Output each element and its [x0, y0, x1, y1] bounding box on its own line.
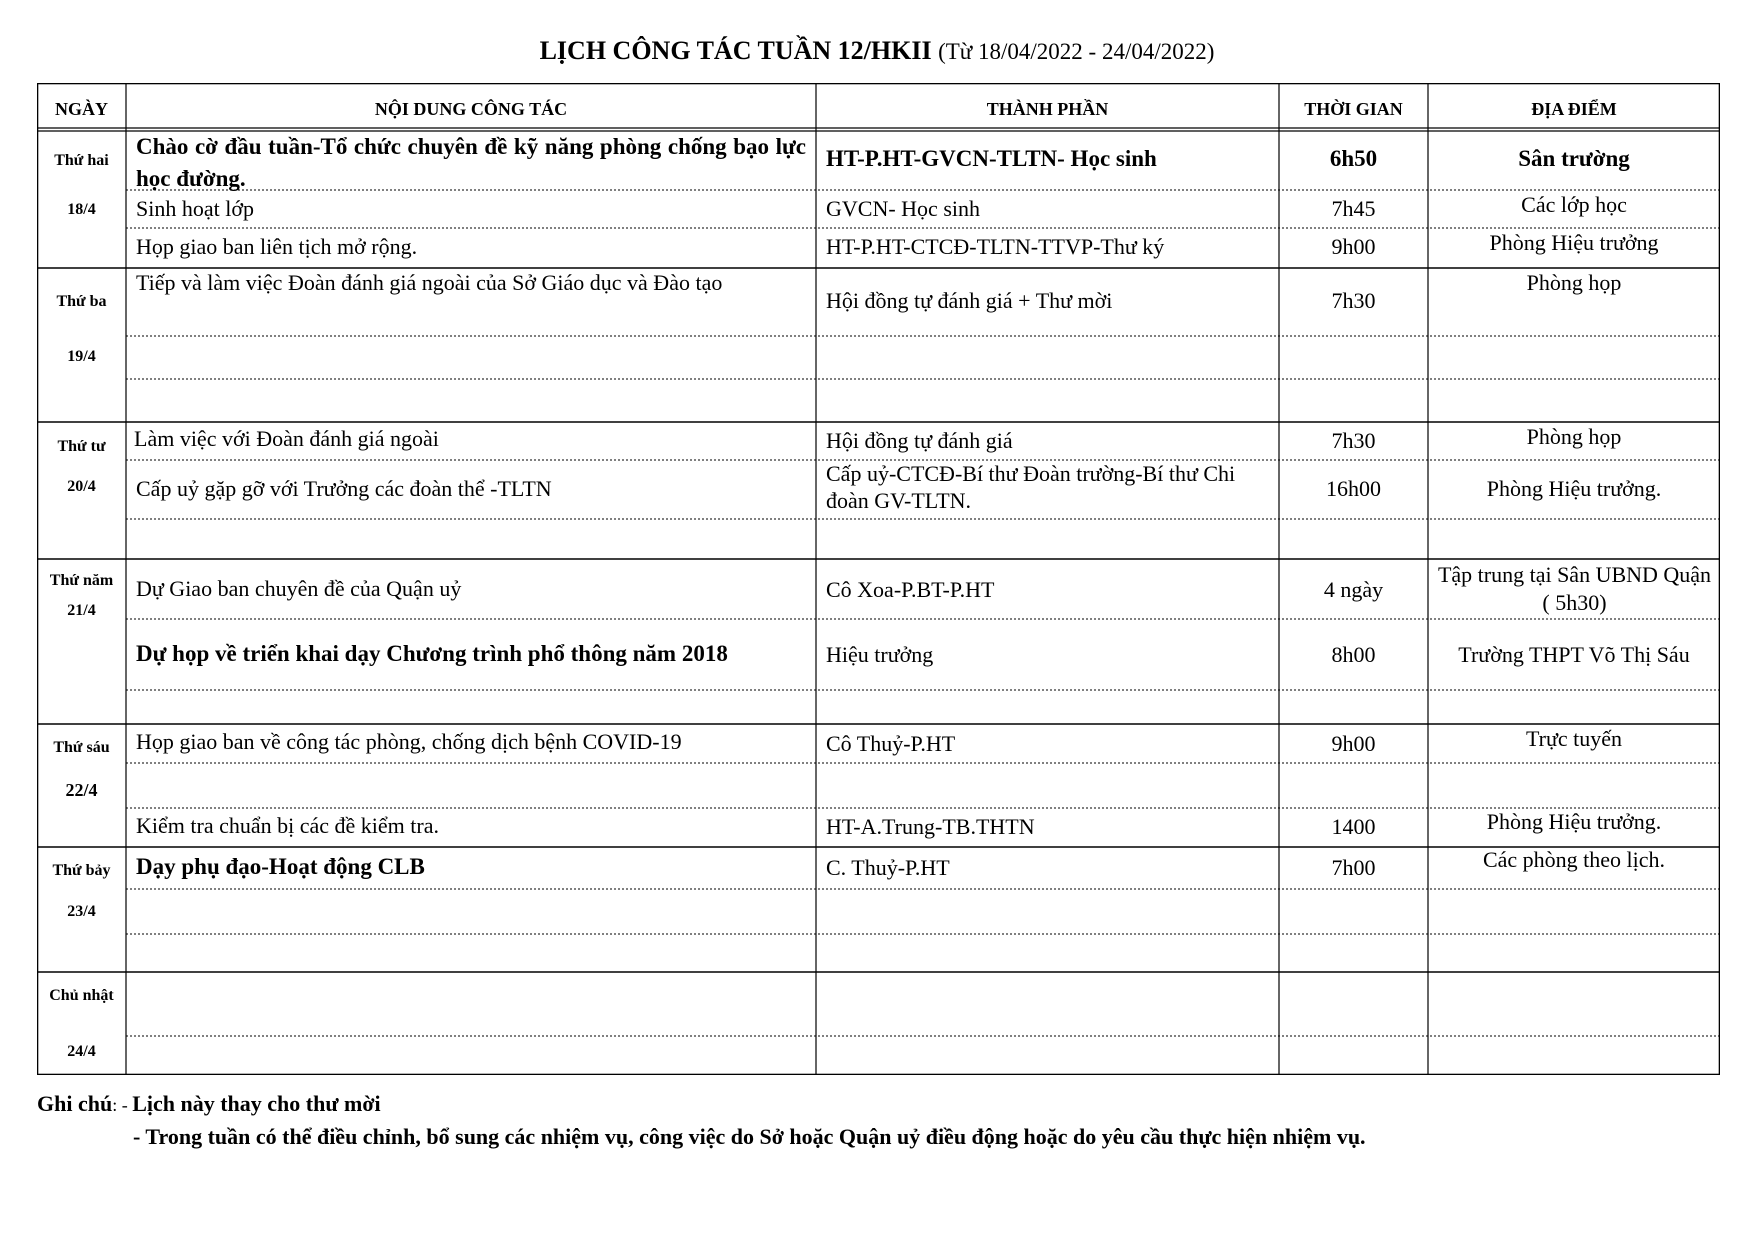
row-time: 7h00: [1331, 855, 1376, 880]
day-name: Thứ hai: [54, 152, 109, 169]
day-name: Thứ tư: [57, 438, 106, 455]
row-members: Hiệu trưởng: [826, 642, 934, 667]
header-time: THỜI GIAN: [1304, 99, 1403, 119]
day-date: 21/4: [67, 602, 96, 619]
day-name: Thứ năm: [49, 572, 114, 589]
row-members: HT-P.HT-CTCĐ-TLTN-TTVP-Thư ký: [826, 234, 1165, 259]
notes-section: [37, 1088, 1366, 1153]
row-place: Tập trung tại Sân UBND Quận ( 5h30): [1437, 562, 1712, 615]
row-time: 9h00: [1331, 731, 1376, 756]
row-place: Trường THPT Võ Thị Sáu: [1458, 642, 1690, 667]
row-members: HT-A.Trung-TB.THTN: [826, 814, 1035, 839]
day-date: 24/4: [67, 1043, 96, 1060]
row-time: 6h50: [1329, 146, 1378, 171]
row-place: Phòng Hiệu trưởng.: [1486, 476, 1662, 501]
notes-line-2: - Trong tuần có thể điều chỉnh, bổ sung các nhiệm vụ, công việc do Sở hoặc Quận uỷ điều động hoặc do yêu cầu thực hiện nhiệm vụ.: [133, 1124, 1366, 1149]
day-name: Thứ ba: [56, 293, 107, 310]
row-time: 7h30: [1331, 288, 1376, 313]
row-time: 8h00: [1331, 642, 1376, 667]
row-time: 7h30: [1331, 428, 1376, 453]
row-members: Hội đồng tự đánh giá: [826, 428, 1013, 453]
page-title: [0, 36, 1754, 66]
row-place: Các lớp học: [1521, 192, 1627, 217]
row-place: Phòng Hiệu trưởng.: [1486, 809, 1662, 834]
row-content: Cấp uỷ gặp gỡ với Trưởng các đoàn thể -TLTN: [136, 476, 552, 501]
notes-label: Ghi chú: [37, 1091, 113, 1116]
day-date: 18/4: [67, 201, 96, 218]
schedule-table: [37, 83, 1720, 1075]
row-content: Dạy phụ đạo-Hoạt động CLB: [136, 854, 425, 879]
notes-line-1: [37, 1088, 1366, 1121]
row-content: Dự họp về triển khai dạy Chương trình phổ thông năm 2018: [136, 641, 728, 666]
header-content: NỘI DUNG CÔNG TÁC: [374, 99, 568, 119]
row-content: Họp giao ban liên tịch mở rộng.: [136, 234, 418, 259]
day-name: Chủ nhật: [49, 987, 114, 1004]
day-date: 22/4: [65, 780, 98, 800]
row-members: Cô Thuỷ-P.HT: [826, 731, 956, 756]
title-date-range: (Từ 18/04/2022 - 24/04/2022): [938, 39, 1215, 64]
row-content: Tiếp và làm việc Đoàn đánh giá ngoài của Sở Giáo dục và Đào tạo: [136, 270, 723, 295]
row-content: Làm việc với Đoàn đánh giá ngoài: [134, 426, 439, 451]
row-content: Chào cờ đầu tuần-Tổ chức chuyên đề kỹ năng phòng chống bạo lực học đường.: [136, 134, 806, 191]
day-name: Thứ bảy: [52, 862, 111, 879]
notes-separator: : -: [112, 1095, 133, 1115]
row-place: Phòng họp: [1526, 270, 1622, 295]
day-date: 20/4: [67, 478, 96, 495]
row-time: 7h45: [1331, 196, 1376, 221]
row-content: Họp giao ban về công tác phòng, chống dịch bệnh COVID-19: [136, 729, 682, 754]
row-content: Sinh hoạt lớp: [136, 196, 254, 221]
notes-text-1: Lịch này thay cho thư mời: [132, 1091, 381, 1116]
header-members: THÀNH PHẦN: [986, 99, 1109, 119]
header-place: ĐỊA ĐIỂM: [1531, 99, 1617, 119]
day-date: 19/4: [67, 348, 96, 365]
row-members: HT-P.HT-GVCN-TLTN- Học sinh: [826, 146, 1157, 171]
row-time: 1400: [1331, 814, 1376, 839]
day-date: 23/4: [67, 903, 96, 920]
header-day: NGÀY: [55, 99, 108, 119]
row-time: 9h00: [1331, 234, 1376, 259]
row-members: C. Thuỷ-P.HT: [826, 855, 950, 880]
row-members: Cô Xoa-P.BT-P.HT: [826, 577, 995, 602]
row-members: GVCN- Học sinh: [826, 196, 980, 221]
row-content: Dự Giao ban chuyên đề của Quận uỷ: [136, 576, 462, 601]
row-place: Sân trường: [1518, 146, 1630, 171]
row-members: Cấp uỷ-CTCĐ-Bí thư Đoàn trường-Bí thư Chi đoàn GV-TLTN.: [826, 461, 1236, 513]
row-time: 16h00: [1326, 476, 1381, 501]
title-main: LỊCH CÔNG TÁC TUẦN 12/HKII: [539, 36, 932, 65]
row-members: Hội đồng tự đánh giá + Thư mời: [826, 288, 1113, 313]
row-place: Trực tuyến: [1525, 726, 1623, 751]
row-time: 4 ngày: [1323, 577, 1384, 602]
row-place: Các phòng theo lịch.: [1482, 847, 1666, 872]
row-place: Phòng Hiệu trưởng: [1489, 230, 1659, 255]
day-name: Thứ sáu: [53, 739, 110, 756]
row-place: Phòng họp: [1526, 424, 1622, 449]
row-content: Kiểm tra chuẩn bị các đề kiểm tra.: [136, 813, 439, 838]
